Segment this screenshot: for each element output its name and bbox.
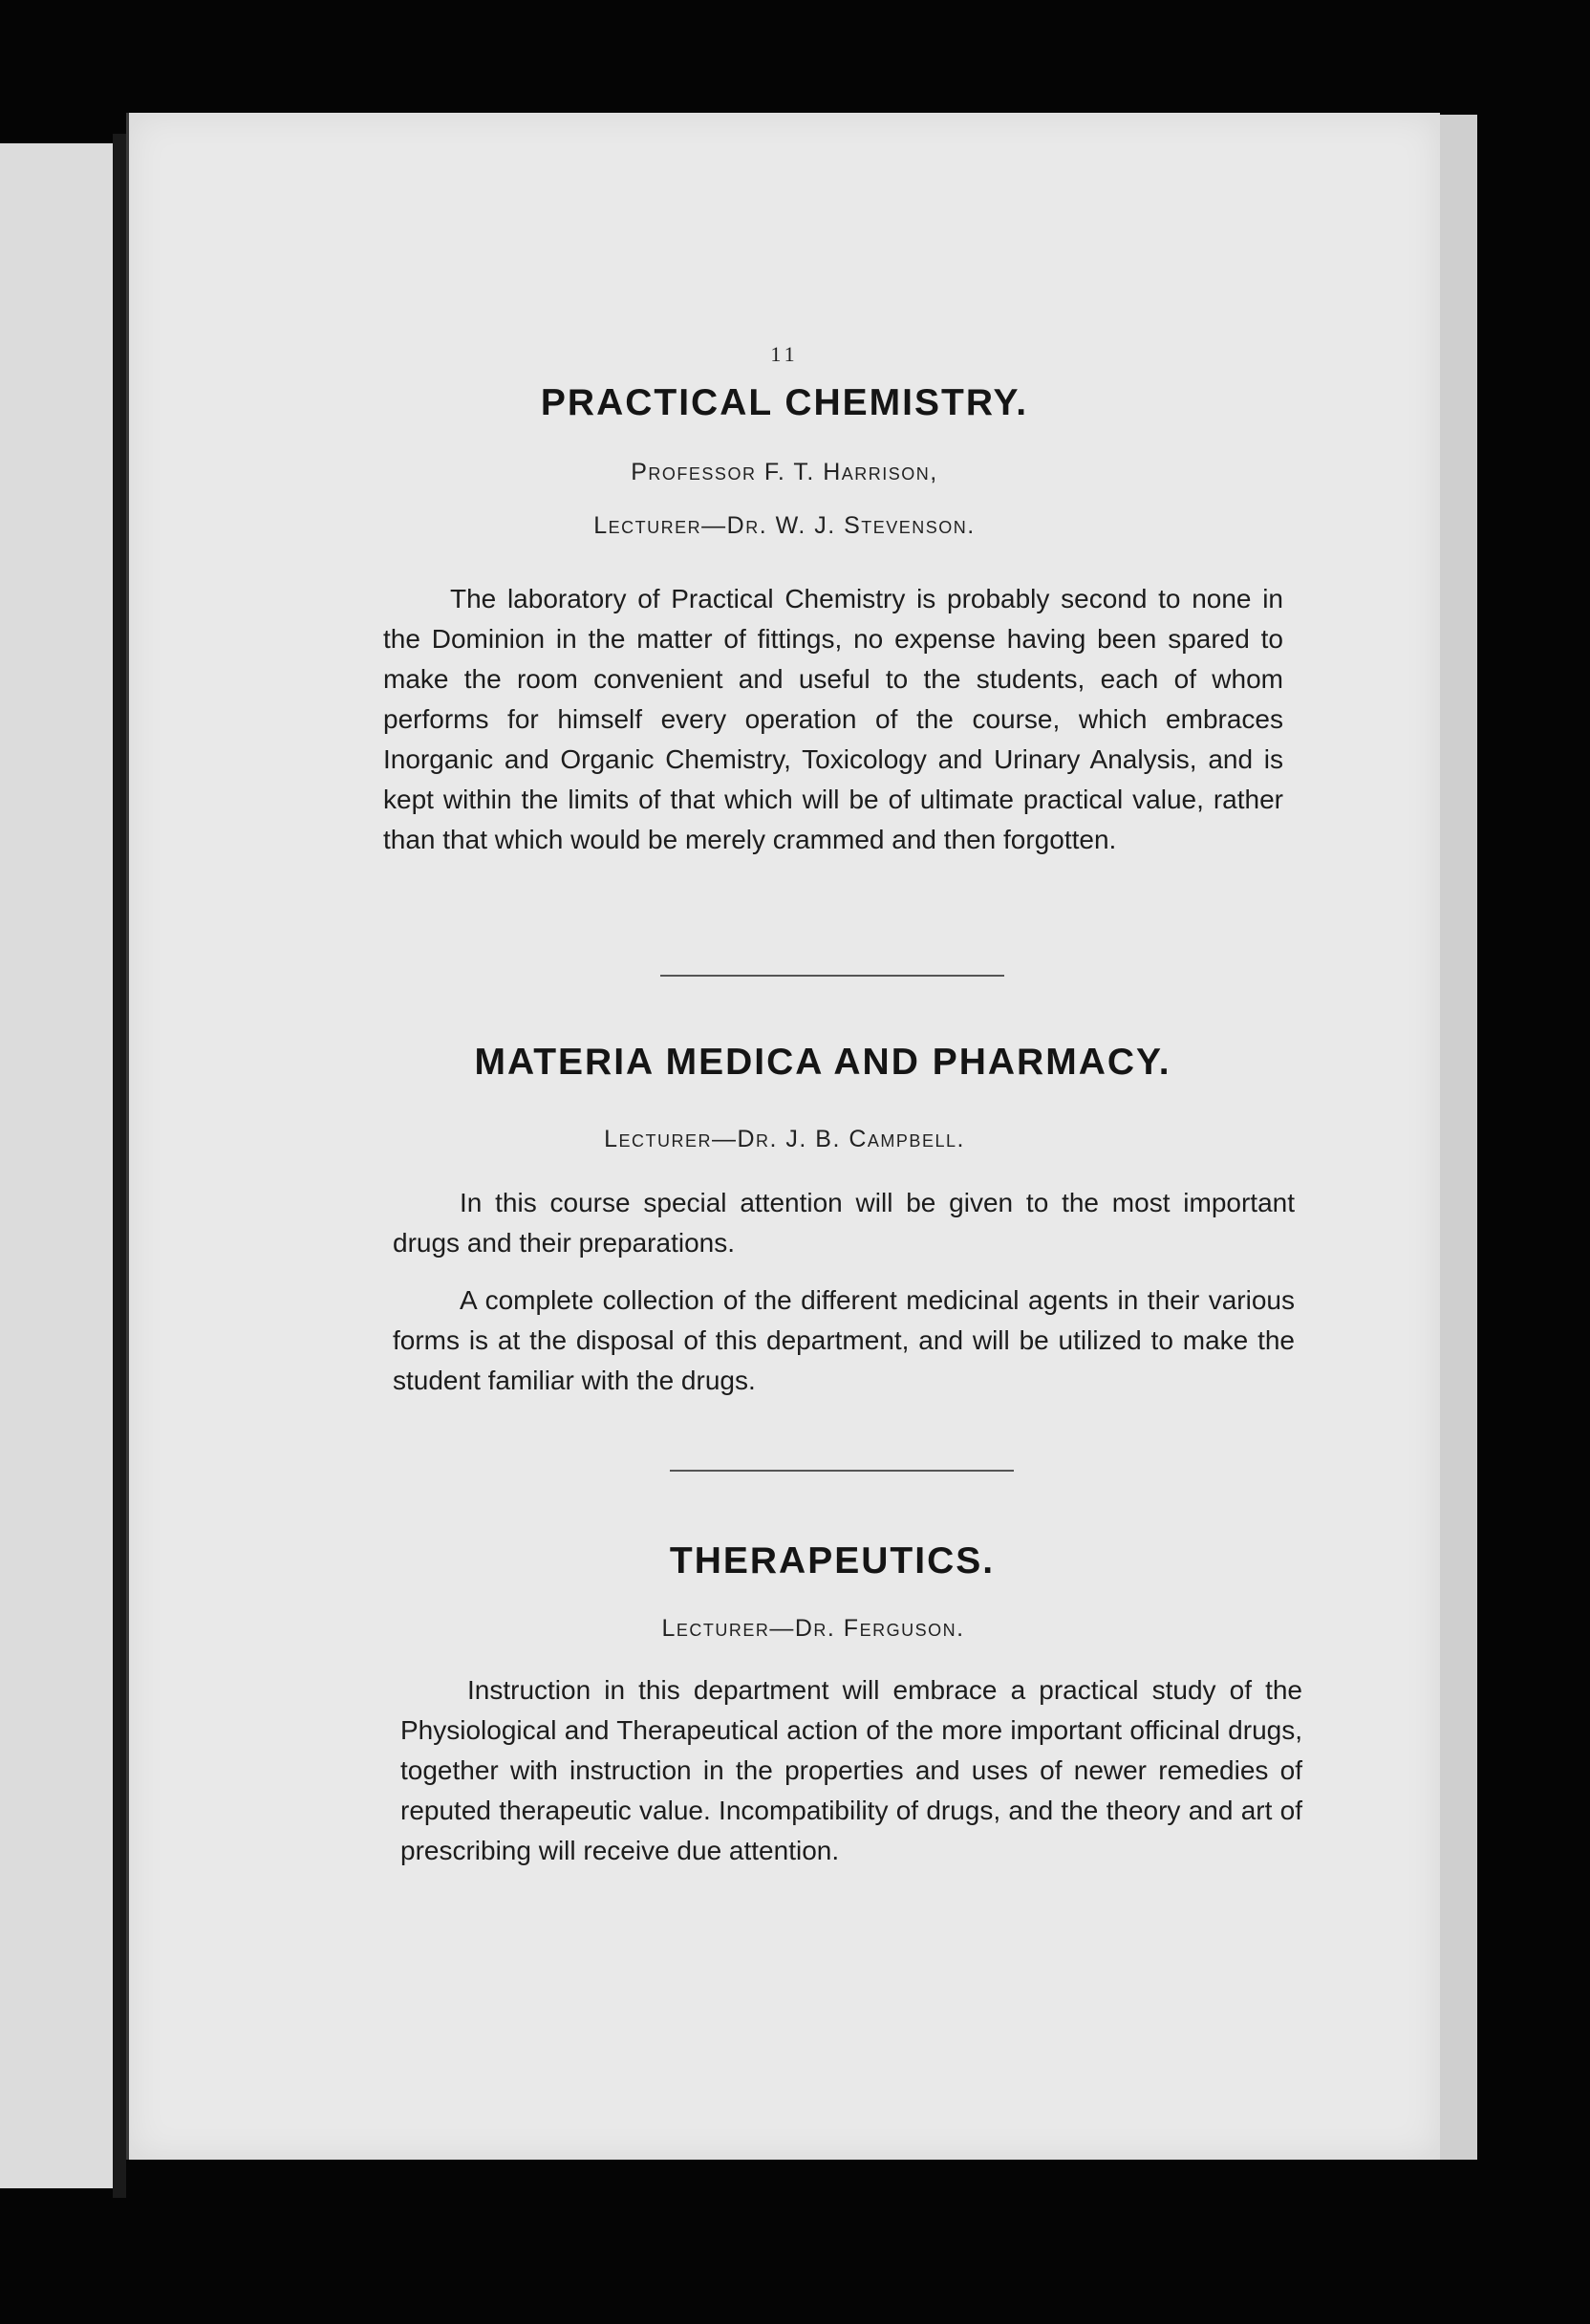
page-number: 11 <box>770 342 799 366</box>
section-paragraph: Instruction in this department will embrace a practical study of the Physiological and Therapeutical action of the more important officinal drugs, together with instruction in the properties and uses of newer remedies of reputed therapeutic value. Incompatibility of drugs, and the theory and art of prescribing will receive due attention. <box>400 1675 1302 1865</box>
section-byline: Professor F. T. Harrison, <box>631 459 938 485</box>
section-paragraph: In this course special attention will be given to the most important drugs and their preparations. <box>393 1188 1295 1258</box>
page-content <box>129 113 1440 2160</box>
section-divider <box>660 975 1004 977</box>
left-page-edge <box>0 143 116 2188</box>
section-paragraph: A complete collection of the different medicinal agents in their various forms is at the disposal of this department, and will be utilized to make the student familiar with the drugs. <box>393 1285 1295 1395</box>
section-heading-materia-medica: MATERIA MEDICA AND PHARMACY. <box>474 1042 1171 1083</box>
section-byline: Lecturer—Dr. W. J. Stevenson. <box>593 512 976 539</box>
section-heading-therapeutics: THERAPEUTICS. <box>669 1540 996 1582</box>
section-divider <box>670 1470 1014 1472</box>
book-page <box>126 113 1440 2160</box>
section-paragraph: The laboratory of Practical Chemistry is probably second to none in the Dominion in the matter of fittings, no expense having been spared to make the room convenient and useful to the students, each of whom performs for himself every operation of the course, which embraces Inorganic and Organic Chemistry, Toxicology and Urinary Analysis, and is kept within the limits of that which will be of ultimate practical value, rather than that which would be merely crammed and then forgotten. <box>383 584 1283 854</box>
right-page-edge <box>1437 115 1477 2160</box>
section-heading-practical-chemistry: PRACTICAL CHEMISTRY. <box>540 382 1029 423</box>
section-byline: Lecturer—Dr. J. B. Campbell. <box>604 1126 965 1152</box>
section-byline: Lecturer—Dr. Ferguson. <box>661 1615 965 1642</box>
book-gutter <box>113 134 126 2198</box>
